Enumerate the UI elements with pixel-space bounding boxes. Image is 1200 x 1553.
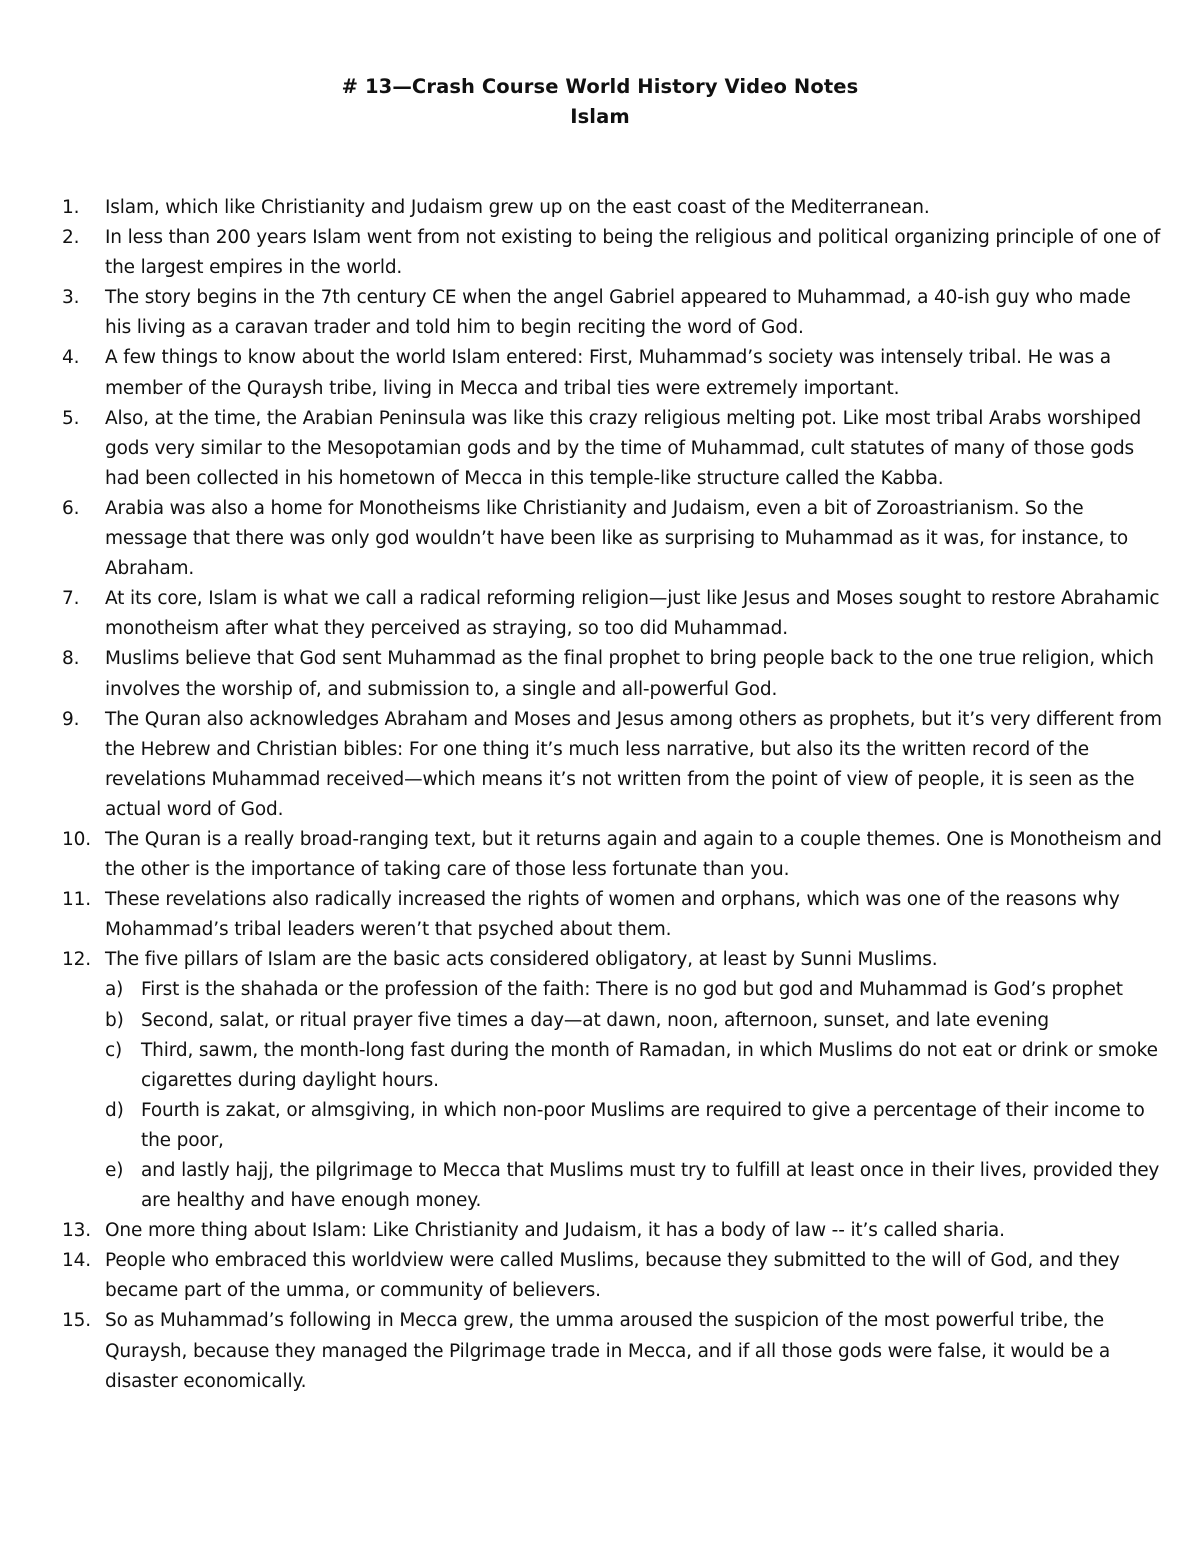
pillars-sublist: [105, 975, 1162, 1216]
pillar-item: [105, 1006, 1162, 1036]
note-number: 9.: [62, 708, 80, 730]
pillar-text: Third, sawm, the month-long fast during the month of Ramadan, in which Muslims do not eat or drink or smoke cigarettes during daylight hours.: [141, 1039, 1158, 1091]
note-number: 13.: [62, 1220, 91, 1242]
pillar-letter: d): [105, 1099, 124, 1121]
note-item: [62, 885, 1162, 945]
note-text: Islam, which like Christianity and Judaism grew up on the east coast of the Mediterranean.: [105, 197, 930, 218]
note-text: In less than 200 years Islam went from not existing to being the religious and political organizing principle of one of the largest empires in the world.: [105, 227, 1161, 279]
pillar-letter: e): [105, 1160, 124, 1181]
note-text: Muslims believe that God sent Muhammad as the final prophet to bring people back to the one true religion, which involves the worship of, and submission to, a single and all-powerful God.: [105, 648, 1154, 700]
pillar-item: [105, 1156, 1162, 1216]
note-number: 6.: [62, 497, 80, 519]
note-item: [62, 193, 1162, 223]
note-text: So as Muhammad’s following in Mecca grew, the umma aroused the suspicion of the most powerful tribe, the Quraysh, because they managed the Pilgrimage trade in Mecca, and if all those gods were false, it would be a disaster economically.: [105, 1310, 1111, 1392]
note-text: The Quran is a really broad-ranging text, but it returns again and again to a couple themes. One is Monotheism and the other is the importance of taking care of those less fortunate than you.: [105, 828, 1162, 881]
note-number: 15.: [62, 1310, 91, 1332]
note-item: [62, 584, 1162, 644]
note-number: 2.: [62, 227, 80, 249]
pillar-text: First is the shahada or the profession of the faith: There is no god but god and Muhammad is God’s prophet: [141, 979, 1123, 1001]
note-text: The Quran also acknowledges Abraham and Moses and Jesus among others as prophets, but it’s very different from the Hebrew and Christian bibles: For one thing it’s much less narrative, but also its the written record of the revelations Muhammad received—which means it’s not written from the point of view of people, it is seen as the actual word of God.: [105, 708, 1162, 820]
note-text: At its core, Islam is what we call a radical reforming religion—just like Jesus and Moses sought to restore Abrahamic monotheism after what they perceived as straying, so too did Muhammad.: [105, 588, 1160, 640]
note-item: [62, 705, 1162, 825]
note-item: [62, 404, 1162, 494]
notes-list: [62, 193, 1162, 1397]
note-number: 3.: [62, 287, 80, 309]
note-item: [62, 223, 1162, 283]
note-item: [62, 1306, 1162, 1396]
note-item: [62, 1246, 1162, 1306]
note-item: [62, 644, 1162, 704]
note-number: 12.: [62, 949, 91, 971]
note-number: 10.: [62, 828, 91, 850]
note-number: 8.: [62, 648, 80, 670]
pillar-item: [105, 1096, 1162, 1156]
note-text: The story begins in the 7th century CE when the angel Gabriel appeared to Muhammad, a 40-ish guy who made his living as a caravan trader and told him to begin reciting the word of God.: [105, 287, 1131, 339]
note-item: [62, 343, 1162, 403]
pillar-text: and lastly hajj, the pilgrimage to Mecca that Muslims must try to fulfill at least once in their lives, provided they are healthy and have enough money.: [141, 1160, 1160, 1212]
note-item: [62, 825, 1162, 885]
note-text: These revelations also radically increased the rights of women and orphans, which was one of the reasons why Mohammad’s tribal leaders weren’t that psyched about them.: [105, 889, 1120, 941]
note-text: Also, at the time, the Arabian Peninsula was like this crazy religious melting pot. Like most tribal Arabs worshiped gods very similar to the Mesopotamian gods and by the time of Muhammad, cult statutes of many of those gods had been collected in his hometown of Mecca in this temple-like structure called the Kabba.: [105, 407, 1142, 489]
note-item: [62, 494, 1162, 584]
note-item: [62, 283, 1162, 343]
note-item: [62, 1216, 1162, 1246]
note-number: 5.: [62, 407, 80, 429]
pillar-letter: a): [105, 979, 124, 1001]
note-number: 14.: [62, 1250, 91, 1272]
note-text: People who embraced this worldview were called Muslims, because they submitted to the will of God, and they became part of the umma, or community of believers.: [105, 1250, 1120, 1302]
note-text: The five pillars of Islam are the basic acts considered obligatory, at least by Sunni Muslims.: [105, 949, 938, 971]
pillar-letter: c): [105, 1039, 123, 1061]
note-number: 4.: [62, 347, 80, 369]
title-block: [0, 72, 1200, 132]
pillar-text: Fourth is zakat, or almsgiving, in which non-poor Muslims are required to give a percentage of their income to the poor,: [141, 1099, 1145, 1151]
note-text: One more thing about Islam: Like Christianity and Judaism, it has a body of law -- it’s called sharia.: [105, 1220, 1005, 1242]
note-text: Arabia was also a home for Monotheisms like Christianity and Judaism, even a bit of Zoroastrianism. So the message that there was only god wouldn’t have been like as surprising to Muhammad as it was, for instance, to Abraham.: [105, 497, 1129, 580]
note-number: 1.: [62, 197, 80, 218]
note-number: 7.: [62, 588, 80, 610]
pillar-text: Second, salat, or ritual prayer five times a day—at dawn, noon, afternoon, sunset, and late evening: [141, 1009, 1049, 1031]
page-subtitle: Islam: [570, 105, 630, 128]
pillar-item: [105, 975, 1162, 1005]
pillar-letter: b): [105, 1009, 124, 1031]
note-item: [62, 945, 1162, 1216]
note-text: A few things to know about the world Islam entered: First, Muhammad’s society was intensely tribal. He was a member of the Quraysh tribe, living in Mecca and tribal ties were extremely important.: [105, 347, 1111, 399]
page-title: # 13—Crash Course World History Video Notes: [341, 75, 859, 98]
pillar-item: [105, 1036, 1162, 1096]
note-number: 11.: [62, 889, 91, 911]
